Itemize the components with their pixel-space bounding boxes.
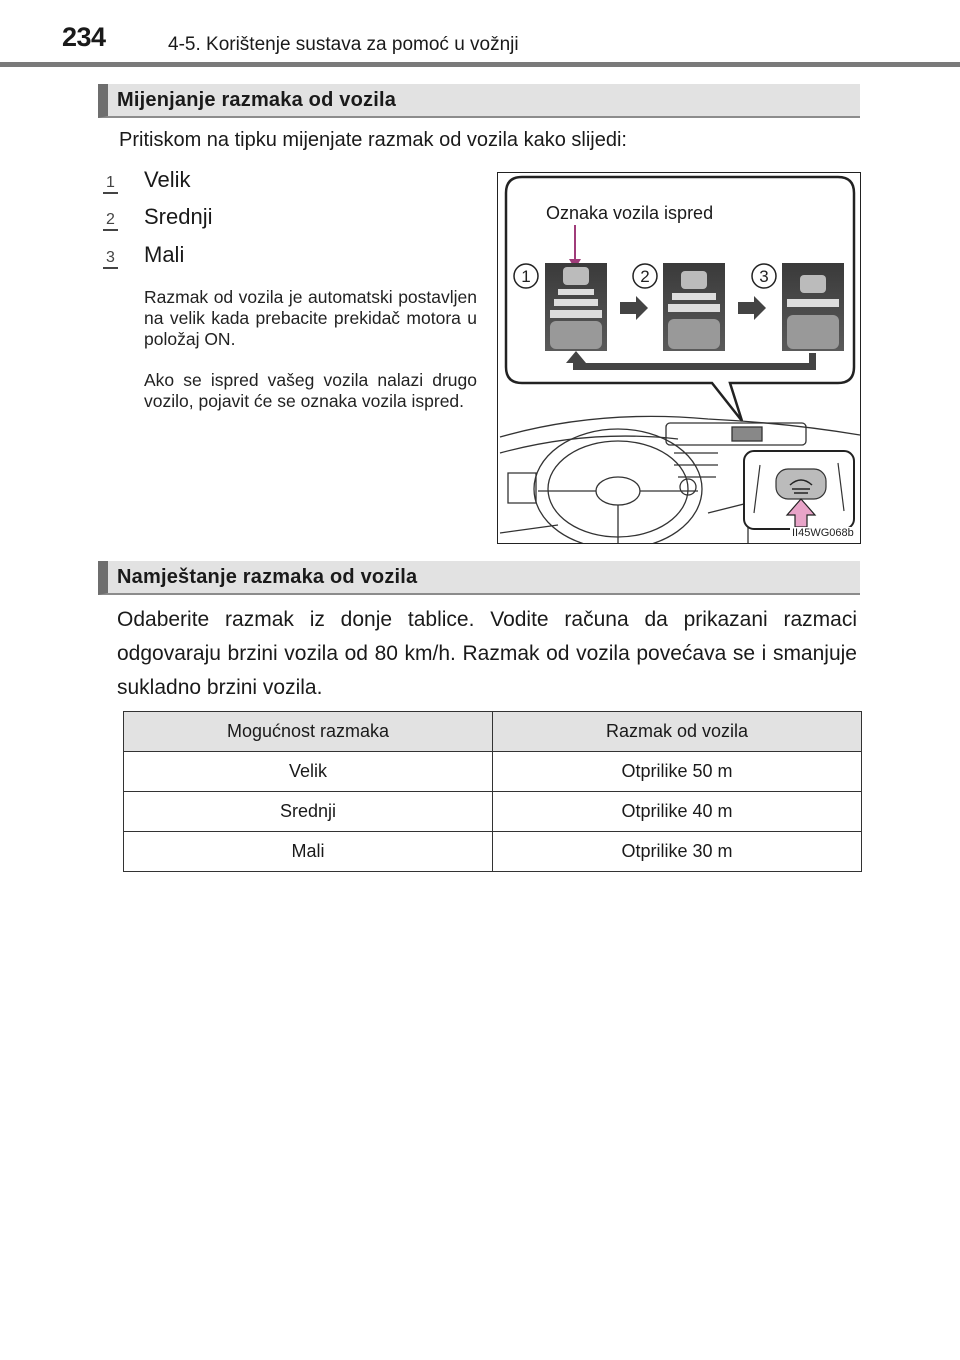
section-header-change-distance xyxy=(98,84,860,118)
table-cell: Srednji xyxy=(124,792,493,832)
note-default-distance: Razmak od vozila je automatski postavljen na velik kada prebacite prekidač motora u položaj ON. xyxy=(144,287,477,349)
table-cell: Mali xyxy=(124,832,493,872)
section-header-set-distance xyxy=(98,561,860,595)
display-medium xyxy=(663,263,725,351)
intro-paragraph: Pritiskom na tipku mijenjate razmak od vozila kako slijedi: xyxy=(119,129,627,151)
table-row xyxy=(124,752,862,792)
table-cell: Otprilike 50 m xyxy=(493,752,862,792)
distance-table xyxy=(123,711,862,872)
table-header-cell: Mogućnost razmaka xyxy=(124,712,493,752)
note-vehicle-ahead: Ako se ispred vašeg vozila nalazi drugo vozilo, pojavit će se oznaka vozila ispred. xyxy=(144,370,477,411)
number-badge: 2 xyxy=(106,211,115,228)
table-row xyxy=(124,792,862,832)
table-cell: Otprilike 40 m xyxy=(493,792,862,832)
display-small xyxy=(782,263,844,351)
list-item-label: Mali xyxy=(144,242,185,267)
section-title: Namještanje razmaka od vozila xyxy=(117,566,418,588)
number-badge: 3 xyxy=(106,249,115,266)
table-row xyxy=(124,832,862,872)
display-number-1: 1 xyxy=(521,267,531,286)
display-number-3: 3 xyxy=(759,267,769,286)
running-title: 4-5. Korištenje sustava za pomoć u vožnji xyxy=(168,34,519,55)
figure-caption: Oznaka vozila ispred xyxy=(546,203,714,223)
section-title: Mijenjanje razmaka od vozila xyxy=(117,89,397,111)
dashboard-illustration xyxy=(498,173,861,544)
list-item-label: Velik xyxy=(144,167,191,192)
table-cell: Velik xyxy=(124,752,493,792)
display-large xyxy=(545,263,607,351)
number-badge: 1 xyxy=(106,174,115,191)
table-header-row xyxy=(124,712,862,752)
list-item-label: Srednji xyxy=(144,204,213,229)
table-cell: Otprilike 30 m xyxy=(493,832,862,872)
header-divider xyxy=(0,62,960,67)
illustration-figure xyxy=(497,172,861,544)
body-paragraph: Odaberite razmak iz donje tablice. Vodite računa da prikazani razmaci odgovaraju brzini vozila od 80 km/h. Razmak od vozila povećava se i smanjuje sukladno brzini vozila. xyxy=(117,608,857,699)
display-number-2: 2 xyxy=(640,267,650,286)
figure-id: II45WG068b xyxy=(792,527,854,539)
page-number: 234 xyxy=(62,22,106,52)
table-header-cell: Razmak od vozila xyxy=(493,712,862,752)
